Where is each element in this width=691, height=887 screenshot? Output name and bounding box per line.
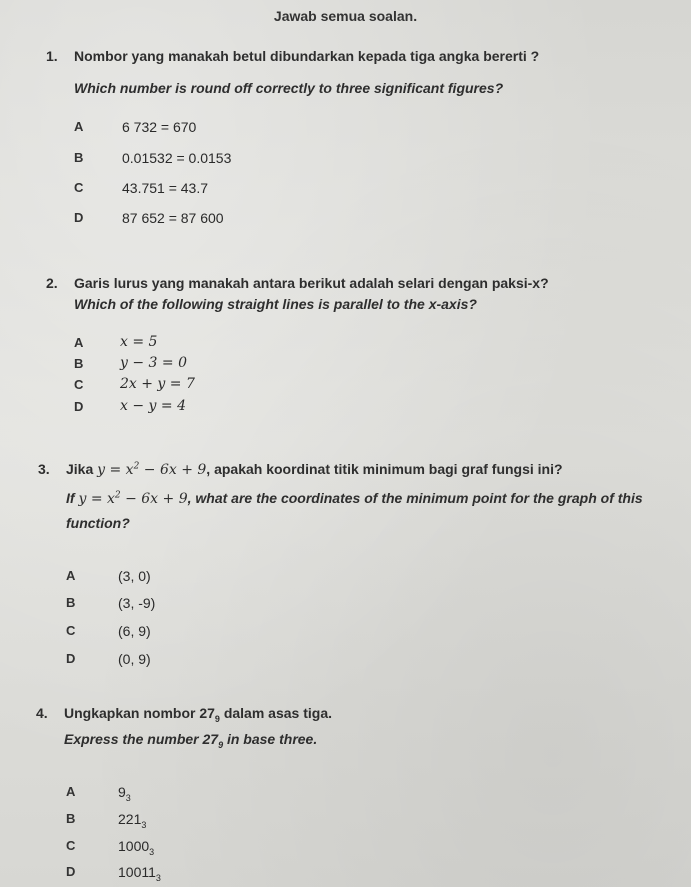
question-text-malay: Ungkapkan nombor $27_9$ dalam asas tiga. [64, 705, 332, 724]
option-text-c: 2x + y = 7 [120, 376, 195, 392]
option-text-d: $10011_3$ [118, 864, 161, 883]
option-letter-b: B [66, 811, 76, 826]
option-text-d: 87 652 = 87 600 [122, 210, 224, 226]
question-number: 3. [38, 461, 50, 477]
option-text-d: (0, 9) [118, 651, 151, 667]
option-letter-a: A [66, 784, 76, 799]
option-text-b: (3, -9) [118, 595, 156, 611]
option-text-c: 43.751 = 43.7 [122, 180, 209, 196]
question-text-english: If $y = x^2 - 6x + 9$, what are the coordinates of the minimum point for the graph of this [66, 490, 643, 507]
option-text-c: (6, 9) [118, 623, 151, 639]
equation: $y = x^2 - 6x + 9$ [78, 490, 188, 507]
option-text-a: 6 732 = 670 [122, 119, 197, 135]
option-text-a: $9_3$ [118, 784, 131, 803]
option-letter-c: C [74, 180, 84, 195]
question-number: 4. [36, 705, 48, 721]
option-letter-a: A [74, 119, 84, 134]
option-letter-d: D [74, 210, 84, 225]
question-text-english-line2: function? [66, 515, 130, 531]
question-text-malay: Garis lurus yang manakah antara berikut adalah selari dengan paksi-x? [74, 275, 549, 291]
question-number: 2. [46, 275, 58, 291]
question-number: 1. [46, 48, 58, 64]
option-letter-c: C [66, 838, 76, 853]
option-text-a: (3, 0) [118, 568, 151, 584]
question-text-english: Which of the following straight lines is parallel to the x-axis? [74, 296, 477, 312]
option-letter-d: D [66, 651, 76, 666]
question-text-malay: Jika $y = x^2 - 6x + 9$, apakah koordinat titik minimum bagi graf fungsi ini? [66, 461, 563, 478]
option-text-b: 0.01532 = 0.0153 [122, 150, 232, 166]
option-letter-c: C [74, 377, 84, 392]
option-text-a: x = 5 [120, 334, 158, 350]
option-text-b: y − 3 = 0 [120, 355, 187, 371]
equation: $y = x^2 - 6x + 9$ [97, 461, 207, 478]
question-text-english: Which number is round off correctly to three significant figures? [74, 80, 504, 96]
option-letter-b: B [66, 595, 76, 610]
option-text-d: x − y = 4 [120, 398, 186, 414]
option-letter-b: B [74, 150, 84, 165]
question-text-malay: Nombor yang manakah betul dibundarkan kepada tiga angka bererti ? [74, 48, 540, 64]
page-title: Jawab semua soalan. [273, 8, 418, 24]
option-letter-d: D [66, 864, 76, 879]
option-text-c: $1000_3$ [118, 838, 155, 857]
question-text-english: Express the number $27_9$ in base three. [64, 731, 318, 750]
option-letter-d: D [74, 399, 84, 414]
option-letter-a: A [66, 568, 76, 583]
option-letter-c: C [66, 623, 76, 638]
option-letter-b: B [74, 356, 84, 371]
option-text-b: $221_3$ [118, 811, 147, 830]
option-letter-a: A [74, 335, 84, 350]
